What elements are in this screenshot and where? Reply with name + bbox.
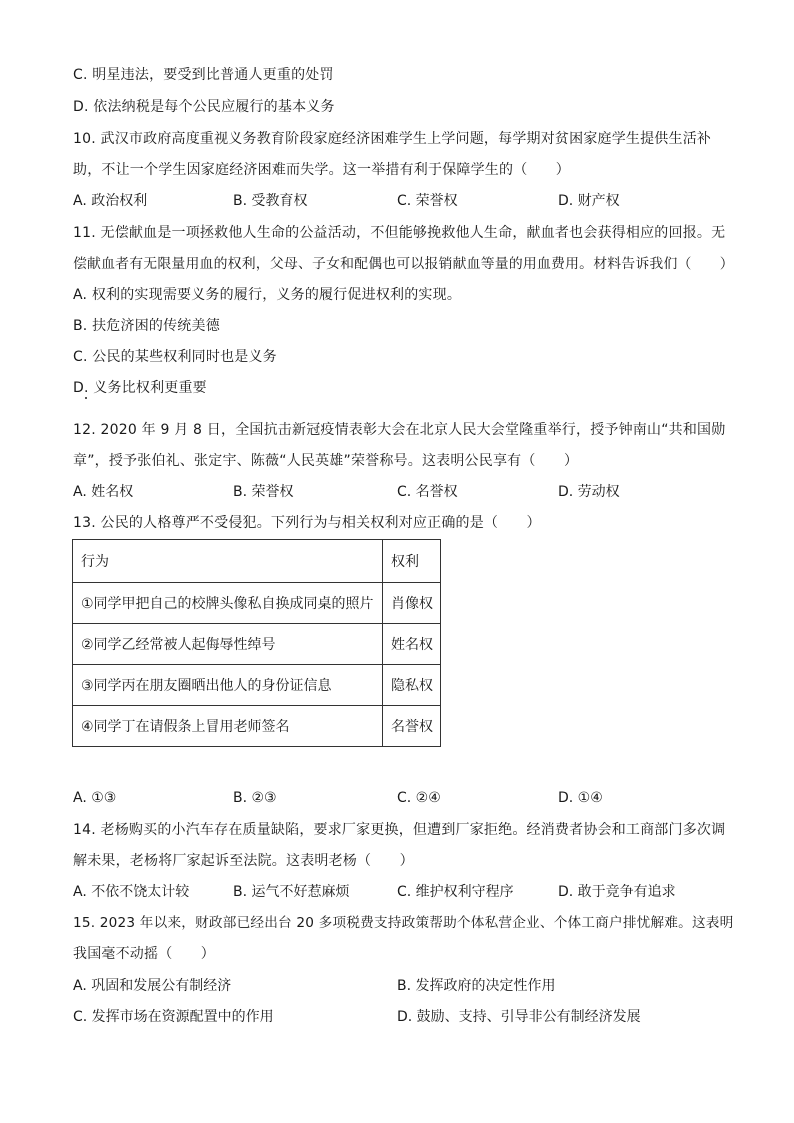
q14-option-b: B. 运气不好惹麻烦 <box>233 884 350 900</box>
table-cell-right: 肖像权 <box>383 583 441 624</box>
q10-option-a: A. 政治权利 <box>73 193 148 209</box>
q12-option-a: A. 姓名权 <box>73 484 134 500</box>
table-cell-right: 姓名权 <box>383 624 441 665</box>
q15-option-c: C. 发挥市场在资源配置中的作用 <box>73 1009 274 1025</box>
q13-option-a: A. ①③ <box>73 790 117 806</box>
q11-option-c: C. 公民的某些权利同时也是义务 <box>73 349 277 365</box>
q12-option-b: B. 荣誉权 <box>233 484 294 500</box>
q11-option-d: D. 义务比权利更重要 <box>73 380 207 396</box>
table-header-row <box>73 540 441 583</box>
q12-option-d: D. 劳动权 <box>558 484 620 500</box>
q11-stem-line1: 11. 无偿献血是一项拯救他人生命的公益活动，不但能够挽救他人生命，献血者也会获得相应的回报。无 <box>73 225 726 241</box>
q15-option-d: D. 鼓励、支持、引导非公有制经济发展 <box>397 1009 641 1025</box>
q10-option-b: B. 受教育权 <box>233 193 308 209</box>
table-header-right: 权利 <box>383 540 441 583</box>
table-cell-behavior: ②同学乙经常被人起侮辱性绰号 <box>73 624 383 665</box>
q13-stem: 13. 公民的人格尊严不受侵犯。下列行为与相关权利对应正确的是（ ） <box>73 515 541 531</box>
q11-stem-line2: 偿献血者有无限量用血的权利，父母、子女和配偶也可以报销献血等量的用血费用。材料告诉我们（ ） <box>73 256 734 272</box>
q15-stem-line2: 我国毫不动摇（ ） <box>73 946 215 962</box>
q10-stem-line2: 助，不让一个学生因家庭经济困难而失学。这一举措有利于保障学生的（ ） <box>73 162 570 178</box>
q11-option-b: B. 扶危济困的传统美德 <box>73 318 220 334</box>
table-row <box>73 583 441 624</box>
q12-stem-line1: 12. 2020 年 9 月 8 日，全国抗击新冠疫情表彰大会在北京人民大会堂隆重举行，授予钟南山“共和国勋 <box>73 422 726 438</box>
q12-stem-line2: 章”，授予张伯礼、张定宇、陈薇“人民英雄”荣誉称号。这表明公民享有（ ） <box>73 453 579 469</box>
q13-option-b: B. ②③ <box>233 790 277 806</box>
q11-option-a: A. 权利的实现需要义务的履行，义务的履行促进权利的实现。 <box>73 287 462 303</box>
q13-table <box>72 539 441 747</box>
q14-option-a: A. 不依不饶太计较 <box>73 884 190 900</box>
q15-option-b: B. 发挥政府的决定性作用 <box>397 978 556 994</box>
table-row <box>73 624 441 665</box>
table-row <box>73 706 441 747</box>
table-row <box>73 665 441 706</box>
q13-option-d: D. ①④ <box>558 790 603 806</box>
table-header-behavior: 行为 <box>73 540 383 583</box>
q14-option-c: C. 维护权利守程序 <box>397 884 514 900</box>
q15-stem-line1: 15. 2023 年以来，财政部已经出台 20 多项税费支持政策帮助个体私营企业、个体工商户排忧解难。这表明 <box>73 915 734 931</box>
stray-dot <box>85 397 87 399</box>
q14-stem-line1: 14. 老杨购买的小汽车存在质量缺陷，要求厂家更换，但遭到厂家拒绝。经消费者协会和工商部门多次调 <box>73 822 726 838</box>
q13-option-c: C. ②④ <box>397 790 441 806</box>
table-cell-behavior: ④同学丁在请假条上冒用老师签名 <box>73 706 383 747</box>
q12-option-c: C. 名誉权 <box>397 484 458 500</box>
table-cell-right: 隐私权 <box>383 665 441 706</box>
q14-option-d: D. 敢于竞争有追求 <box>558 884 676 900</box>
table-cell-behavior: ③同学丙在朋友圈晒出他人的身份证信息 <box>73 665 383 706</box>
table-cell-behavior: ①同学甲把自己的校牌头像私自换成同桌的照片 <box>73 583 383 624</box>
q9-option-d: D. 依法纳税是每个公民应履行的基本义务 <box>73 99 335 115</box>
q15-option-a: A. 巩固和发展公有制经济 <box>73 978 232 994</box>
table-cell-right: 名誉权 <box>383 706 441 747</box>
q14-stem-line2: 解未果，老杨将厂家起诉至法院。这表明老杨（ ） <box>73 853 414 869</box>
q10-option-d: D. 财产权 <box>558 193 620 209</box>
q9-option-c: C. 明星违法，要受到比普通人更重的处罚 <box>73 67 334 83</box>
q10-option-c: C. 荣誉权 <box>397 193 458 209</box>
q10-stem-line1: 10. 武汉市政府高度重视义务教育阶段家庭经济困难学生上学问题，每学期对贫困家庭学生提供生活补 <box>73 131 712 147</box>
